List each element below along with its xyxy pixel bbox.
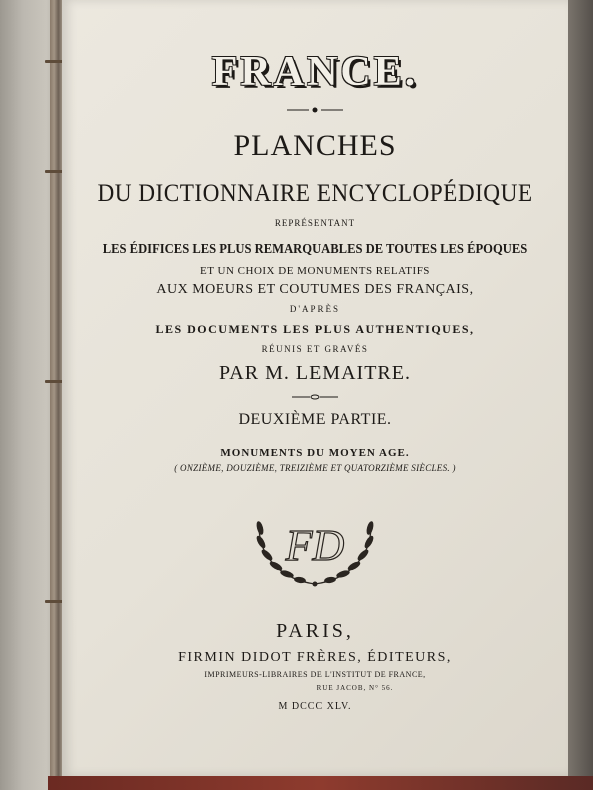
- text-dapres: D'APRÈS: [289, 304, 341, 314]
- subtitle-dictionnaire: DU DICTIONNAIRE ENCYCLOPÉDIQUE: [97, 180, 533, 207]
- laurel-monogram-icon: [245, 500, 385, 590]
- publisher-line: FIRMIN DIDOT FRÈRES, ÉDITEURS,: [178, 650, 452, 665]
- title-page: [62, 0, 568, 776]
- text-reunis: RÉUNIS ET GRAVÉS: [261, 344, 369, 354]
- red-page-edge: [48, 776, 593, 790]
- section-monuments: MONUMENTS DU MOYEN AGE.: [220, 447, 410, 459]
- address-line: RUE JACOB, N° 56.: [316, 684, 394, 692]
- author-line: PAR M. LEMAITRE.: [219, 362, 411, 384]
- imprimeurs-line: IMPRIMEURS-LIBRAIRES DE L'INSTITUT DE FRANCE,: [204, 670, 426, 679]
- year-line: M DCCC XLV.: [278, 701, 352, 712]
- right-background: [568, 0, 593, 790]
- part-title: DEUXIÈME PARTIE.: [238, 411, 392, 428]
- text-edifices: LES ÉDIFICES LES PLUS REMARQUABLES DE TOUTES LES ÉPOQUES: [102, 242, 528, 257]
- monogram: FD: [285, 521, 345, 570]
- text-documents: LES DOCUMENTS LES PLUS AUTHENTIQUES,: [155, 322, 475, 336]
- divider-ornament: [62, 393, 568, 401]
- text-moeurs: AUX MOEURS ET COUTUMES DES FRANÇAIS,: [156, 282, 474, 297]
- text-representant: REPRÉSENTANT: [274, 218, 356, 228]
- text-siecles: ( ONZIÈME, DOUZIÈME, TREIZIÈME ET QUATORZIÈME SIÈCLES. ): [174, 463, 456, 473]
- main-title: FRANCE.: [211, 49, 419, 95]
- text-choix: ET UN CHOIX DE MONUMENTS RELATIFS: [200, 265, 430, 277]
- subtitle-planches: PLANCHES: [233, 129, 397, 162]
- divider-ornament: [62, 106, 568, 114]
- city-line: PARIS,: [276, 620, 354, 642]
